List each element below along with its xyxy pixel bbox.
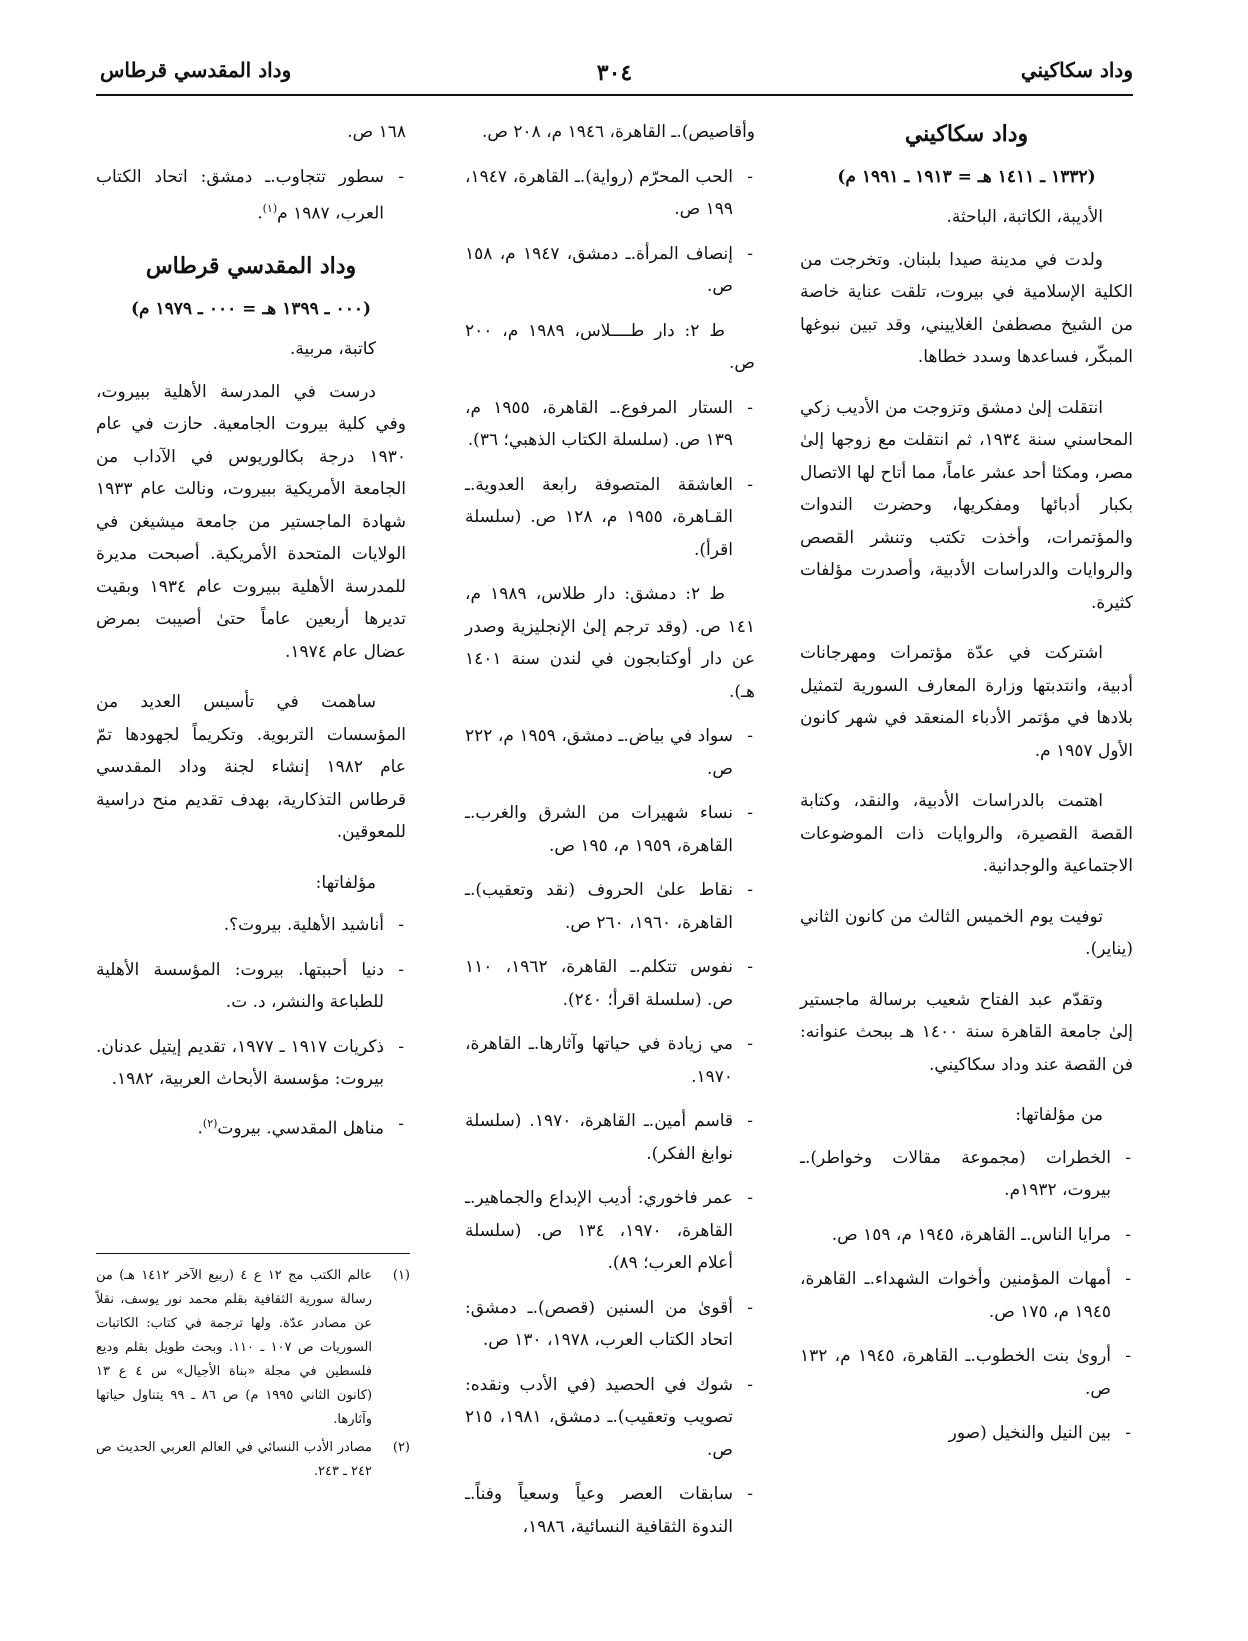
footnote-text: عالم الكتب مج ١٢ ع ٤ (ربيع الآخر ١٤١٢ هـ) من رسالة سورية الثقافية بقلم محمد نور يوسف، نقلاً عن مصادر عدّة. ولها ترجمة في كتاب: الكاتبات السوريات ص ١٠٧ ـ ١١٠. وبحث طويل بقلم وديع فلسطين في مجلة «بناة الأجيال» س ٤ ع ١٣ (كانون الثاني ١٩٩٥ م) ص ٨٦ ـ ٩٩ يتناول حياتها وآثارها.: [96, 1268, 373, 1427]
page-number: ٣٠٤: [596, 60, 633, 86]
bio-paragraph: انتقلت إلىٰ دمشق وتزوجت من الأديب زكي المحاسني سنة ١٩٣٤، ثم انتقلت مع زوجها إلىٰ مصر، ومكثا أحد عشر عاماً، مما أتاح لها الاتصال بكبار أدبائها ومفكريها، وحضرت الندوات والمؤتمرات، وأخذت تكتب وتنشر القصص والروايات والدراسات الأدبية، وأصدرت مؤلفات كثيرة.: [800, 397, 1133, 613]
work-item: - مي زيادة في حياتها وآثارها.ـ القاهرة، ١٩٧٠.: [465, 1028, 755, 1093]
bio-paragraph: درست في المدرسة الأهلية ببيروت، وفي كلية بيروت الجامعية. حازت في عام ١٩٣٠ درجة بكالوريوس في الآداب من الجامعة الأمريكية ببيروت، ونالت عام ١٩٣٣ شهادة الماجستير من جامعة ميشيغن في الولايات المتحدة الأمريكية. أصبحت مديرة للمدرسة الأهلية ببيروت عام ١٩٣٤ وبقيت تديرها أربعين عاماً حتىٰ أصيبت بمرض عضال عام ١٩٧٤.: [96, 381, 406, 662]
entry-dates: (١٣٣٢ ـ ١٤١١ هـ = ١٩١٣ ـ ١٩٩١ م): [837, 166, 1096, 187]
work-item: - الستار المرفوع.ـ القاهرة، ١٩٥٥ م، ١٣٩ ص. (سلسلة الكتاب الذهبي؛ ٣٦).: [465, 392, 755, 457]
entry-title: وداد المقدسي قرطاس: [145, 253, 357, 280]
bio-paragraph: اهتمت بالدراسات الأدبية، والنقد، وكتابة القصة القصيرة، والروايات ذات الموضوعات الاجتماعية والوجدانية.: [800, 791, 1133, 876]
work-text: سطور تتجاوب.ـ دمشق: اتحاد الكتاب العرب، ١٩٨٧ م: [96, 166, 384, 224]
work-item: - أروىٰ بنت الخطوب.ـ القاهرة، ١٩٤٥ م، ١٣٢ ص.: [800, 1340, 1133, 1405]
footnote: [96, 1264, 410, 1432]
middle-column: [465, 116, 755, 1555]
bio-paragraph: وتقدّم عبد الفتاح شعيب برسالة ماجستير إلىٰ جامعة القاهرة سنة ١٤٠٠ هـ ببحث عنوانه: فن القصة عند وداد سكاكيني.: [800, 989, 1133, 1075]
work-item: - العاشقة المتصوفة رابعة العدوية.ـ القـاهرة، ١٩٥٥ م، ١٢٨ ص. (سلسلة اقرأ).: [465, 469, 755, 567]
bio-paragraph: ولدت في مدينة صيدا بلبنان. وتخرجت من الكلية الإسلامية في بيروت، تلقت عناية خاصة من الشيخ مصطفىٰ الغلاييني، وقد تبين نبوغها المبكّر، فساعدها وسدد خطاها.: [800, 249, 1133, 367]
work-item: - أمهات المؤمنين وأخوات الشهداء.ـ القاهرة، ١٩٤٥ م، ١٧٥ ص.: [800, 1263, 1133, 1328]
work-item: - نقاط علىٰ الحروف (نقد وتعقيب).ـ القاهرة، ١٩٦٠، ٢٦٠ ص.: [465, 874, 755, 939]
footnote-ref: (٢): [202, 1116, 218, 1130]
footnote-number: (٢): [392, 1440, 410, 1455]
entry-title: وداد سكاكيني: [904, 121, 1029, 147]
punctuation: .: [257, 203, 263, 224]
bio-paragraph: توفيت يوم الخميس الثالث من كانون الثاني (يناير).: [800, 906, 1133, 959]
work-item: - بين النيل والنخيل (صور: [800, 1417, 1133, 1450]
works-list: [465, 161, 755, 1544]
work-item: - الخطرات (مجموعة مقالات وخواطر).ـ بيروت، ١٩٣٢م.: [800, 1142, 1133, 1207]
work-item: - قاسم أمين.ـ القاهرة، ١٩٧٠. (سلسلة نوابغ الفكر).: [465, 1105, 755, 1170]
work-item: - نفوس تتكلم.ـ القاهرة، ١٩٦٢، ١١٠ ص. (سلسلة اقرأ؛ ٢٤٠).: [465, 951, 755, 1016]
works-heading: من مؤلفاتها:: [1015, 1105, 1103, 1125]
entry-roles: الأديبة، الكاتبة، الباحثة.: [946, 207, 1103, 227]
right-column: [800, 116, 1133, 1462]
work-item: [96, 1108, 406, 1145]
running-header: [96, 50, 1133, 96]
entry-roles: كاتبة، مربية.: [289, 339, 376, 360]
work-item: - أناشيد الأهلية. بيروت؟.: [96, 909, 406, 942]
work-item: - الحب المحرّم (رواية).ـ القاهرة، ١٩٤٧، ١٩٩ ص.: [465, 161, 755, 226]
work-item: - مرايا الناس.ـ القاهرة، ١٩٤٥ م، ١٥٩ ص.: [800, 1219, 1133, 1252]
works-heading: مؤلفاتها:: [315, 872, 376, 893]
work-item: - عمر فاخوري: أديب الإبداع والجماهير.ـ القاهرة، ١٩٧٠، ١٣٤ ص. (سلسلة أعلام العرب؛ ٨٩).: [465, 1182, 755, 1280]
footnote-ref: (١): [262, 202, 278, 215]
work-item: - نساء شهيرات من الشرق والغرب.ـ القاهرة، ١٩٥٩ م، ١٩٥ ص.: [465, 797, 755, 862]
edition-note: ط ٢: دمشق: دار طلاس، ١٩٨٩ م، ١٤١ ص. (وقد ترجم إلىٰ الإنجليزية وصدر عن دار أوكتابجون في لندن سنة ١٤٠١ هـ).: [465, 584, 755, 702]
bio-paragraph: ساهمت في تأسيس العديد من المؤسسات التربوية. وتكريماً لجهودها تمّ عام ١٩٨٢ إنشاء لجنة وداد المقدسي قرطاس التذكارية، بهدف تقديم منح دراسية للمعوقين.: [96, 692, 406, 843]
footnote: [96, 1436, 410, 1484]
continued-text: وأقاصيص).ـ القاهرة، ١٩٤٦ م، ٢٠٨ ص.: [481, 122, 755, 142]
work-item: - شوك في الحصيد (في الأدب ونقده: تصويب وتعقيب).ـ دمشق، ١٩٨١، ٢١٥ ص.: [465, 1369, 755, 1467]
work-item: - أقوىٰ من السنين (قصص).ـ دمشق: اتحاد الكتاب العرب، ١٩٧٨، ١٣٠ ص.: [465, 1292, 755, 1357]
left-column: [96, 116, 406, 1157]
footnote-number: (١): [392, 1268, 410, 1283]
edition-note: ط ٢: دار طــــلاس، ١٩٨٩ م، ٢٠٠ ص.: [465, 320, 755, 373]
entry-dates: (٠٠٠ ـ ١٣٩٩ هـ = ٠٠٠ ـ ١٩٧٩ م): [130, 298, 372, 319]
bio-paragraph: اشتركت في عدّة مؤتمرات ومهرجانات أدبية، وانتدبتها وزارة المعارف السورية لتمثيل بلادها في مؤتمر الأدباء المنعقد في شهر كانون الأول ١٩٥٧ م.: [800, 643, 1133, 761]
work-item: [96, 161, 406, 231]
header-left-title: وداد المقدسي قرطاس: [100, 58, 292, 82]
header-right-title: وداد سكاكيني: [1020, 58, 1133, 82]
work-item: - دنيا أحببتها. بيروت: المؤسسة الأهلية للطباعة والنشر، د. ت.: [96, 954, 406, 1019]
work-item: - سابقات العصر وعياً وسعياً وفناً.ـ الندوة الثقافية النسائية، ١٩٨٦،: [465, 1478, 755, 1543]
footnote-text: مصادر الأدب النسائي في العالم العربي الحديث ص ٢٤٢ ـ ٢٤٣.: [96, 1440, 372, 1479]
work-item: - سواد في بياض.ـ دمشق، ١٩٥٩ م، ٢٢٢ ص.: [465, 720, 755, 785]
footnotes: [96, 1253, 410, 1488]
work-text: مناهل المقدسي. بيروت: [217, 1118, 384, 1139]
work-item: - ذكريات ١٩١٧ ـ ١٩٧٧، تقديم إيتيل عدنان. بيروت: مؤسسة الأبحاث العربية، ١٩٨٢.: [96, 1031, 406, 1096]
punctuation: .: [197, 1118, 203, 1139]
continued-text: ١٦٨ ص.: [347, 122, 406, 142]
work-item: - إنصاف المرأة.ـ دمشق، ١٩٤٧ م، ١٥٨ ص.: [465, 238, 755, 303]
